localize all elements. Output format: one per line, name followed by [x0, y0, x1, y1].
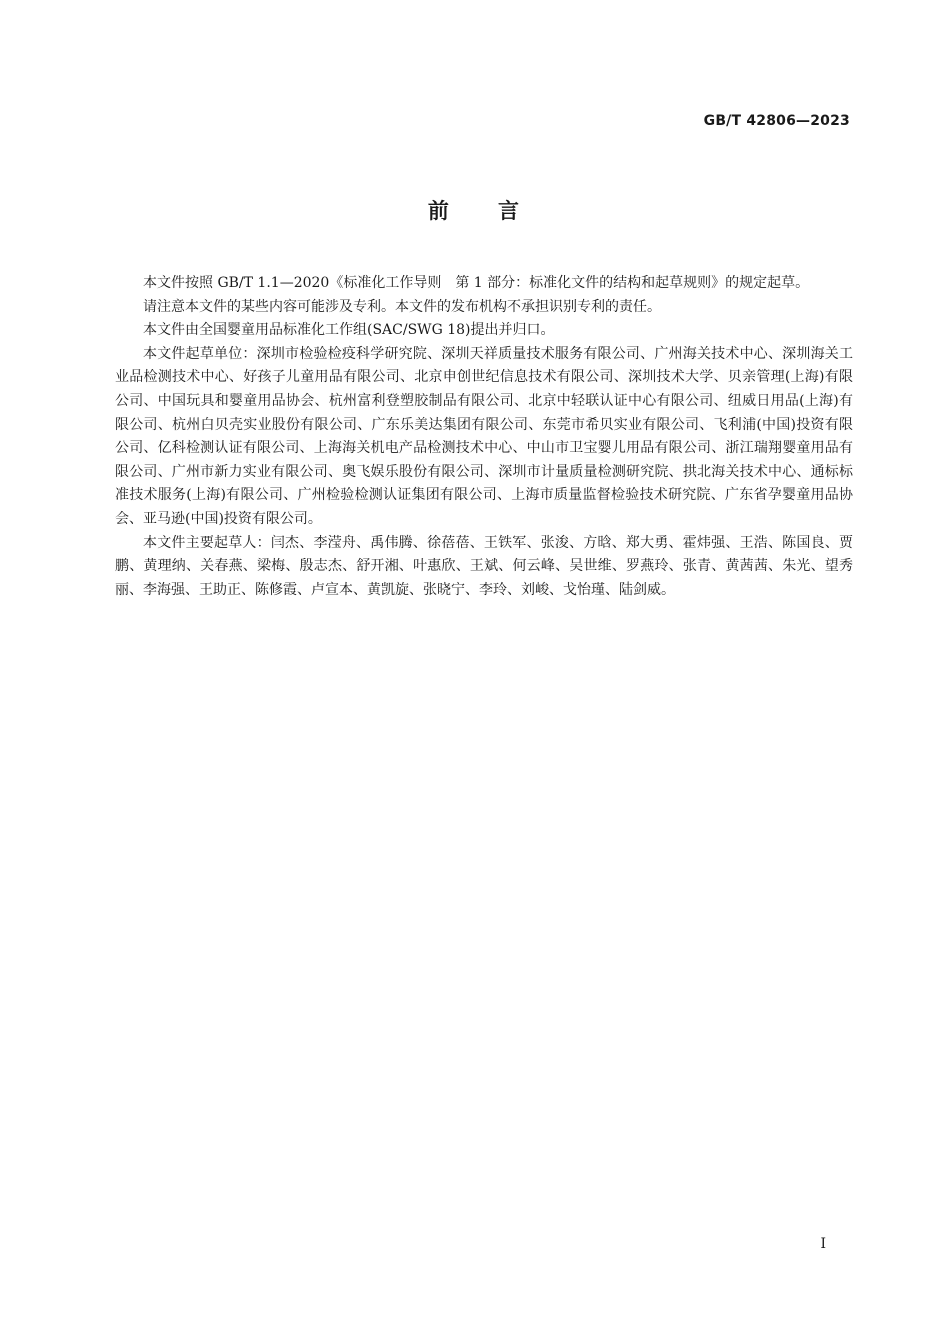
page-number: I	[820, 1236, 826, 1252]
document-body	[115, 272, 853, 602]
paragraph-drafting-units: 本文件起草单位：深圳市检验检疫科学研究院、深圳天祥质量技术服务有限公司、广州海关技术中心、深圳海关工业品检测技术中心、好孩子儿童用品有限公司、北京申创世纪信息技术有限公司、深圳技术大学、贝亲管理(上海)有限公司、中国玩具和婴童用品协会、杭州富利登塑胶制品有限公司、北京中轻联认证中心有限公司、纽威日用品(上海)有限公司、杭州白贝壳实业股份有限公司、广东乐美达集团有限公司、东莞市希贝实业有限公司、飞利浦(中国)投资有限公司、亿科检测认证有限公司、上海海关机电产品检测技术中心、中山市卫宝婴儿用品有限公司、浙江瑞翔婴童用品有限公司、广州市新力实业有限公司、奥飞娱乐股份有限公司、深圳市计量质量检测研究院、拱北海关技术中心、通标标准技术服务(上海)有限公司、广州检验检测认证集团有限公司、上海市质量监督检验技术研究院、广东省孕婴童用品协会、亚马逊(中国)投资有限公司。	[115, 345, 853, 527]
standard-number: GB/T 42806—2023	[703, 113, 850, 129]
paragraph-proposer: 本文件由全国婴童用品标准化工作组(SAC/SWG 18)提出并归口。	[143, 322, 555, 339]
paragraph-patent-notice: 请注意本文件的某些内容可能涉及专利。本文件的发布机构不承担识别专利的责任。	[143, 298, 661, 315]
paragraph-drafting-rules: 本文件按照 GB/T 1.1—2020《标准化工作导则 第 1 部分：标准化文件的结构和起草规则》的规定起草。	[143, 275, 810, 291]
page-title	[0, 196, 950, 226]
title-char-2: 言	[498, 199, 523, 223]
title-char-1: 前	[427, 199, 452, 223]
paragraph-drafters: 本文件主要起草人：闫杰、李滢舟、禹伟腾、徐蓓蓓、王铁军、张浚、方晗、郑大勇、霍炜强、王浩、陈国良、贾鹏、黄理纳、关春燕、梁梅、殷志杰、舒开湘、叶惠欣、王斌、何云峰、吴世维、罗燕玲、张青、黄茜茜、朱光、望秀丽、李海强、王助正、陈修霞、卢宣本、黄凯旋、张晓宁、李玲、刘峻、戈怡瑾、陆剑威。	[115, 534, 853, 598]
